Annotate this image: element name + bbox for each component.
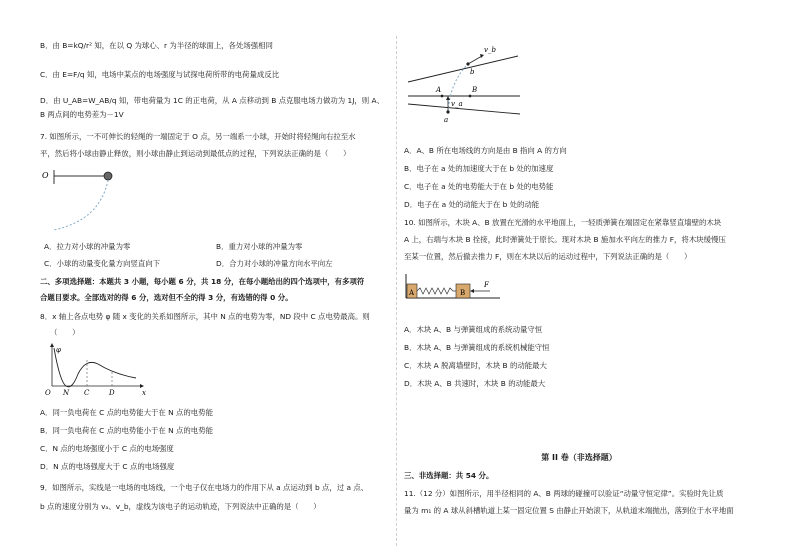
q8-option-b: B．同一负电荷在 C 点的电势能小于在 N 点的电势能 [40, 426, 213, 435]
fig9-va-head [446, 96, 450, 100]
q10-stem-3: 至某一位置，然后撤去推力 F，则在木块以后的运动过程中，下列说法正确的是（ ） [404, 252, 692, 261]
q6-option-b: B．由 B=kQ/r² 知，在以 Q 为球心、r 为半径的球面上，各处场强相同 [40, 41, 273, 50]
section2-heading-1: 二、多项选择题：本题共 3 小题，每小题 6 分，共 18 分，在每小题给出的四个选项中，有多项符 [40, 277, 365, 286]
fig9-point-b [466, 62, 469, 65]
fig8-n-label: N [63, 389, 70, 396]
fig10-b-label: B [460, 289, 466, 297]
fig8-phi-label: φ [56, 346, 61, 354]
fig9-b-label: b [470, 68, 475, 76]
section2-heading-2: 合题目要求。全部选对的得 6 分，选对但不全的得 3 分，有选错的得 0 分。 [40, 293, 293, 302]
fig9-vb-label: v_b [484, 46, 496, 54]
fig9-point-B [469, 95, 472, 98]
fig9-field-line-top [408, 56, 518, 82]
fig9-point-a [446, 110, 449, 113]
q8-stem-1: 8．x 轴上各点电势 φ 随 x 变化的关系如图所示，其中 N 点的电势为零，ND 段中 C 点电势最高。则 [40, 312, 370, 321]
q11-stem-1: 11.（12 分）如图所示，用半径相同的 A、B 两球的碰撞可以验证“动量守恒定律”。实验时先让质 [404, 489, 724, 498]
q9-option-a: A．A、B 所在电场线的方向是由 B 指向 A 的方向 [404, 146, 567, 155]
fig7-label-o: O [42, 171, 49, 180]
fig10-f-label: F [484, 281, 489, 289]
part-2-title: 第 II 卷（非选择题） [541, 453, 617, 462]
fig8-y-arrow [50, 343, 54, 347]
fig9-a-label: a [444, 116, 449, 124]
q9-stem-1: 9．如图所示，实线是一电场的电场线，一个电子仅在电场力的作用下从 a 点运动到 b 点，过 a 点、 [40, 483, 369, 492]
q10-stem-1: 10. 如图所示，木块 A、B 放置在光滑的水平地面上，一轻质弹簧在端固定在紧靠竖直墙壁的木块 [404, 218, 722, 227]
fig9-va-label: v_a [451, 100, 463, 108]
q8-figure [40, 342, 150, 396]
q6-option-d: D．由 U_AB=W_AB/q 知，带电荷量为 1C 的正电荷，从 A 点移动到 B 点克服电场力做功为 1J，则 A、 [40, 96, 384, 105]
fig7-ball [104, 172, 112, 180]
column-divider [396, 36, 397, 546]
q10-option-c: C．木块 A 脱离墙壁时，木块 B 的动能最大 [404, 361, 547, 370]
fig10-a-label: A [409, 289, 415, 297]
q8-option-d: D．N 点的电场强度大于 C 点的电场强度 [40, 462, 175, 471]
q9-option-c: C．电子在 a 处的电势能大于在 b 处的电势能 [404, 182, 554, 191]
q7-option-c: C．小球的动量变化量方向竖直向下 [44, 259, 161, 268]
fig7-arc [54, 180, 108, 230]
q6-option-d-cont: B 两点间的电势差为－1V [40, 110, 124, 119]
q8-option-c: C．N 点的电场强度小于 C 点的电场强度 [40, 444, 174, 453]
q9-option-d: D．电子在 a 处的动能大于在 b 处的动能 [404, 200, 540, 209]
fig8-origin-label: O [45, 389, 51, 396]
q10-option-a: A．木块 A、B 与弹簧组成的系统动量守恒 [404, 325, 543, 334]
q9-figure [404, 42, 524, 124]
q7-option-a: A．拉力对小球的冲量为零 [44, 242, 131, 251]
fig9-point-A [441, 95, 444, 98]
q8-stem-2: （ ） [50, 328, 80, 337]
fig10-force-head [470, 289, 474, 293]
fig8-d-label: D [109, 389, 115, 396]
q9-option-b: B．电子在 a 处的加速度大于在 b 处的加速度 [404, 164, 554, 173]
q10-option-b: B．木块 A、B 与弹簧组成的系统机械能守恒 [404, 343, 550, 352]
fig9-B-label: B [472, 86, 478, 94]
fig9-vb-head [480, 54, 484, 58]
q10-stem-2: A 上，右端与木块 B 拴接，此时弹簧处于原长。现对木块 B 施加水平向左的推力 F，将木块缓慢压 [404, 235, 726, 244]
q10-option-d: D．木块 A、B 共速时，木块 B 的动能最大 [404, 379, 546, 388]
q7-option-b: B．重力对小球的冲量为零 [216, 242, 303, 251]
q7-figure [40, 164, 130, 244]
fig8-x-label: x [142, 389, 146, 396]
fig9-vb-arrow [468, 56, 482, 64]
fig9-A-label: A [436, 86, 442, 94]
fig10-spring [417, 288, 456, 294]
fig8-x-arrow [140, 384, 144, 388]
q6-option-c: C．由 E=F/q 知，电场中某点的电场强度与试探电荷所带的电荷量成反比 [40, 70, 280, 79]
q7-stem-2: 平，然后将小球由静止释放，则小球由静止到运动到最低点的过程，下列说法正确的是（ ） [40, 149, 351, 158]
fig8-curve [54, 348, 136, 387]
fig9-field-line-bottom [408, 104, 520, 114]
q9-stem-2: b 点的速度分别为 vₐ、v_b，虚线为该电子的运动轨迹，下列说法中正确的是（ ） [40, 502, 321, 511]
q11-stem-2: 量为 m₁ 的 A 球从斜槽轨道上某一固定位置 S 由静止开始滚下，从轨道末端抛出，落到位于水平地面 [404, 506, 734, 515]
q8-option-a: A．同一负电荷在 C 点的电势能大于在 N 点的电势能 [40, 408, 213, 417]
q7-stem-1: 7. 如图所示，一不可伸长的轻绳的一端固定于 O 点，另一端系一小球，开始时将轻绳向右拉至水 [40, 132, 356, 141]
q10-figure [404, 272, 504, 302]
fig8-c-label: C [84, 389, 90, 396]
section3-heading: 三、非选择题：共 54 分。 [404, 471, 494, 480]
q7-option-d: D．合力对小球的冲量方向水平向左 [216, 259, 333, 268]
